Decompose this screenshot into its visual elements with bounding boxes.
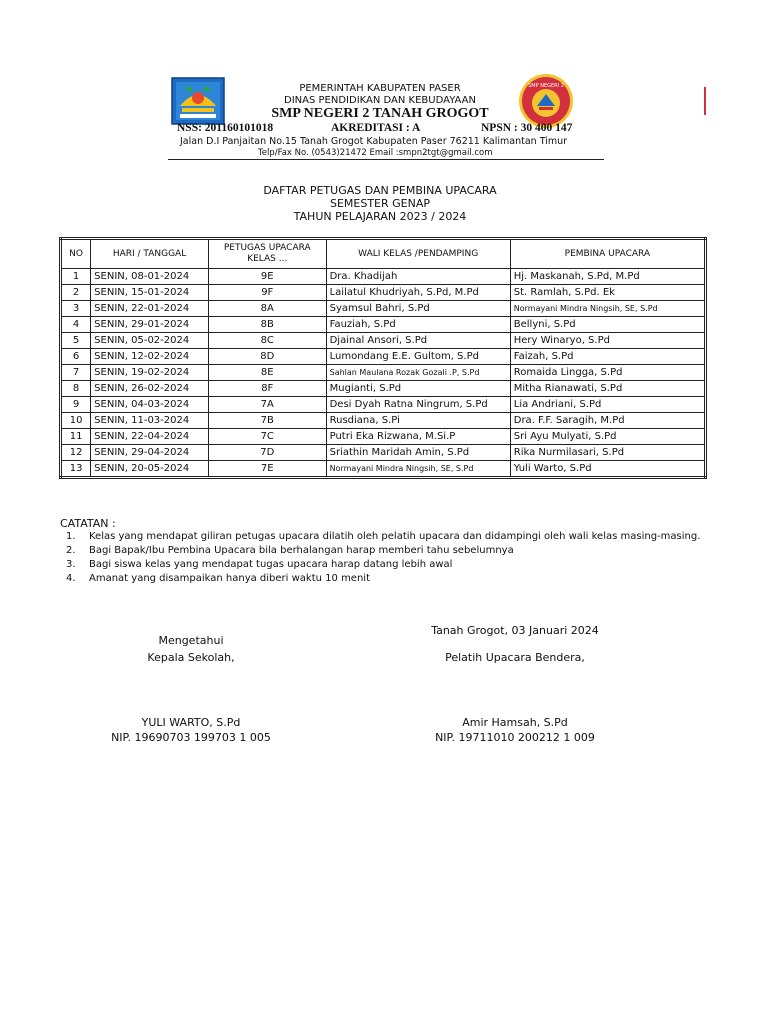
note-text: Amanat yang disampaikan hanya diberi waktu 10 menit bbox=[89, 573, 370, 584]
cell-kelas: 8F bbox=[208, 381, 326, 397]
cell-date: SENIN, 04-03-2024 bbox=[91, 397, 209, 413]
cell-no: 1 bbox=[61, 269, 91, 285]
school-address: Jalan D.I Panjaitan No.15 Tanah Grogot Kabupaten Paser 76211 Kalimantan Timur bbox=[180, 136, 568, 147]
cell-date: SENIN, 08-01-2024 bbox=[91, 269, 209, 285]
table-row bbox=[61, 445, 706, 461]
table-row bbox=[61, 317, 706, 333]
cell-wali: Desi Dyah Ratna Ningrum, S.Pd bbox=[326, 397, 510, 413]
cell-wali: Lailatul Khudriyah, S.Pd, M.Pd bbox=[326, 285, 510, 301]
cell-kelas: 9F bbox=[208, 285, 326, 301]
table-row bbox=[61, 429, 706, 445]
cell-date: SENIN, 29-01-2024 bbox=[91, 317, 209, 333]
dept-name: DINAS PENDIDIKAN DAN KEBUDAYAAN bbox=[284, 95, 476, 106]
gov-name: PEMERINTAH KABUPATEN PASER bbox=[299, 83, 461, 94]
cell-pembina: Dra. F.F. Saragih, M.Pd bbox=[510, 413, 705, 429]
place-date: Tanah Grogot, 03 Januari 2024 bbox=[431, 624, 599, 637]
table-row bbox=[61, 269, 706, 285]
doc-title: DAFTAR PETUGAS DAN PEMBINA UPACARA bbox=[263, 184, 497, 197]
list-item bbox=[66, 558, 706, 571]
cell-date: SENIN, 19-02-2024 bbox=[91, 365, 209, 381]
table-row bbox=[61, 349, 706, 365]
table-row bbox=[61, 413, 706, 429]
cell-no: 5 bbox=[61, 333, 91, 349]
note-number: 1. bbox=[66, 531, 76, 542]
table-row bbox=[61, 285, 706, 301]
cell-kelas: 8D bbox=[208, 349, 326, 365]
header-wali: WALI KELAS /PENDAMPING bbox=[326, 239, 510, 269]
cell-pembina: Rika Nurmilasari, S.Pd bbox=[510, 445, 705, 461]
akreditasi: AKREDITASI : A bbox=[331, 122, 421, 134]
cell-pembina: Sri Ayu Mulyati, S.Pd bbox=[510, 429, 705, 445]
cell-date: SENIN, 20-05-2024 bbox=[91, 461, 209, 478]
school-logo-text: SMP NEGERI 2 bbox=[528, 83, 564, 89]
cell-kelas: 9E bbox=[208, 269, 326, 285]
sig-right-line2: Pelatih Upacara Bendera, bbox=[445, 651, 585, 664]
sig-right-nip: NIP. 19711010 200212 1 009 bbox=[435, 731, 595, 744]
cell-kelas: 7A bbox=[208, 397, 326, 413]
cell-pembina: Faizah, S.Pd bbox=[510, 349, 705, 365]
note-number: 3. bbox=[66, 559, 76, 570]
cell-pembina: Hery Winaryo, S.Pd bbox=[510, 333, 705, 349]
cell-date: SENIN, 26-02-2024 bbox=[91, 381, 209, 397]
cell-wali: Rusdiana, S.Pi bbox=[326, 413, 510, 429]
cell-wali: Putri Eka Rizwana, M.Si.P bbox=[326, 429, 510, 445]
cell-wali: Mugianti, S.Pd bbox=[326, 381, 510, 397]
header-pembina: PEMBINA UPACARA bbox=[510, 239, 705, 269]
cell-pembina: Normayani Mindra Ningsih, SE, S.Pd bbox=[510, 301, 705, 317]
schedule-table bbox=[59, 237, 707, 479]
table-row bbox=[61, 333, 706, 349]
cell-wali: Lumondang E.E. Gultom, S.Pd bbox=[326, 349, 510, 365]
cell-wali: Normayani Mindra Ningsih, SE, S.Pd bbox=[326, 461, 510, 478]
note-text: Bagi siswa kelas yang mendapat tugas upacara harap datang lebih awal bbox=[89, 559, 453, 570]
cell-pembina: Romaida Lingga, S.Pd bbox=[510, 365, 705, 381]
cell-wali: Dra. Khadijah bbox=[326, 269, 510, 285]
cell-no: 10 bbox=[61, 413, 91, 429]
letterhead-divider bbox=[168, 159, 604, 160]
cell-no: 9 bbox=[61, 397, 91, 413]
cell-kelas: 7C bbox=[208, 429, 326, 445]
list-item bbox=[66, 572, 706, 585]
cell-no: 6 bbox=[61, 349, 91, 365]
list-item bbox=[66, 544, 706, 557]
cell-kelas: 8C bbox=[208, 333, 326, 349]
table-row bbox=[61, 397, 706, 413]
cell-wali: Djainal Ansori, S.Pd bbox=[326, 333, 510, 349]
header-no: NO bbox=[61, 239, 91, 269]
cell-pembina: Mitha Rianawati, S.Pd bbox=[510, 381, 705, 397]
cell-no: 8 bbox=[61, 381, 91, 397]
cell-no: 4 bbox=[61, 317, 91, 333]
note-text: Bagi Bapak/Ibu Pembina Upacara bila berhalangan harap memberi tahu sebelumnya bbox=[89, 545, 514, 556]
note-number: 2. bbox=[66, 545, 76, 556]
cell-no: 2 bbox=[61, 285, 91, 301]
cell-kelas: 8B bbox=[208, 317, 326, 333]
table-row bbox=[61, 301, 706, 317]
doc-year: TAHUN PELAJARAN 2023 / 2024 bbox=[293, 210, 467, 223]
cell-wali: Sriathin Maridah Amin, S.Pd bbox=[326, 445, 510, 461]
sig-left-line2: Kepala Sekolah, bbox=[147, 651, 235, 664]
table-row bbox=[61, 461, 706, 478]
notes-list bbox=[66, 530, 706, 586]
cell-no: 13 bbox=[61, 461, 91, 478]
kabupaten-paser-logo bbox=[170, 76, 226, 126]
sig-left-name: YULI WARTO, S.Pd bbox=[141, 716, 241, 729]
cell-pembina: St. Ramlah, S.Pd. Ek bbox=[510, 285, 705, 301]
notes-heading: CATATAN : bbox=[60, 517, 116, 530]
note-number: 4. bbox=[66, 573, 76, 584]
cell-no: 11 bbox=[61, 429, 91, 445]
sig-right-name: Amir Hamsah, S.Pd bbox=[462, 716, 568, 729]
school-name: SMP NEGERI 2 TANAH GROGOT bbox=[271, 106, 489, 121]
cell-kelas: 8E bbox=[208, 365, 326, 381]
cell-no: 7 bbox=[61, 365, 91, 381]
cell-date: SENIN, 05-02-2024 bbox=[91, 333, 209, 349]
doc-semester: SEMESTER GENAP bbox=[329, 197, 431, 210]
red-margin-mark bbox=[704, 87, 706, 115]
cell-kelas: 7E bbox=[208, 461, 326, 478]
cell-date: SENIN, 22-04-2024 bbox=[91, 429, 209, 445]
header-kelas: PETUGAS UPACARA KELAS ... bbox=[208, 239, 326, 269]
cell-wali: Fauziah, S.Pd bbox=[326, 317, 510, 333]
list-item bbox=[66, 530, 706, 543]
cell-pembina: Lia Andriani, S.Pd bbox=[510, 397, 705, 413]
cell-no: 12 bbox=[61, 445, 91, 461]
cell-kelas: 7B bbox=[208, 413, 326, 429]
table-row bbox=[61, 365, 706, 381]
nss: NSS: 201160101018 bbox=[177, 122, 274, 134]
note-text: Kelas yang mendapat giliran petugas upacara dilatih oleh pelatih upacara dan didampingi oleh wali kelas masing-masing. bbox=[89, 531, 701, 542]
cell-pembina: Bellyni, S.Pd bbox=[510, 317, 705, 333]
header-date: HARI / TANGGAL bbox=[91, 239, 209, 269]
cell-pembina: Yuli Warto, S.Pd bbox=[510, 461, 705, 478]
cell-date: SENIN, 29-04-2024 bbox=[91, 445, 209, 461]
cell-wali: Sahlan Maulana Rozak Gozali .P, S.Pd bbox=[326, 365, 510, 381]
cell-pembina: Hj. Maskanah, S.Pd, M.Pd bbox=[510, 269, 705, 285]
table-header-row bbox=[61, 239, 706, 269]
cell-date: SENIN, 12-02-2024 bbox=[91, 349, 209, 365]
cell-date: SENIN, 22-01-2024 bbox=[91, 301, 209, 317]
cell-date: SENIN, 11-03-2024 bbox=[91, 413, 209, 429]
npsn: NPSN : 30 400 147 bbox=[481, 122, 573, 134]
cell-wali: Syamsul Bahri, S.Pd bbox=[326, 301, 510, 317]
sig-left-nip: NIP. 19690703 199703 1 005 bbox=[111, 731, 271, 744]
cell-kelas: 8A bbox=[208, 301, 326, 317]
sig-left-line1: Mengetahui bbox=[158, 634, 224, 647]
school-contact: Telp/Fax No. (0543)21472 Email :smpn2tgt@gmail.com bbox=[258, 148, 493, 158]
table-row bbox=[61, 381, 706, 397]
cell-no: 3 bbox=[61, 301, 91, 317]
cell-kelas: 7D bbox=[208, 445, 326, 461]
cell-date: SENIN, 15-01-2024 bbox=[91, 285, 209, 301]
